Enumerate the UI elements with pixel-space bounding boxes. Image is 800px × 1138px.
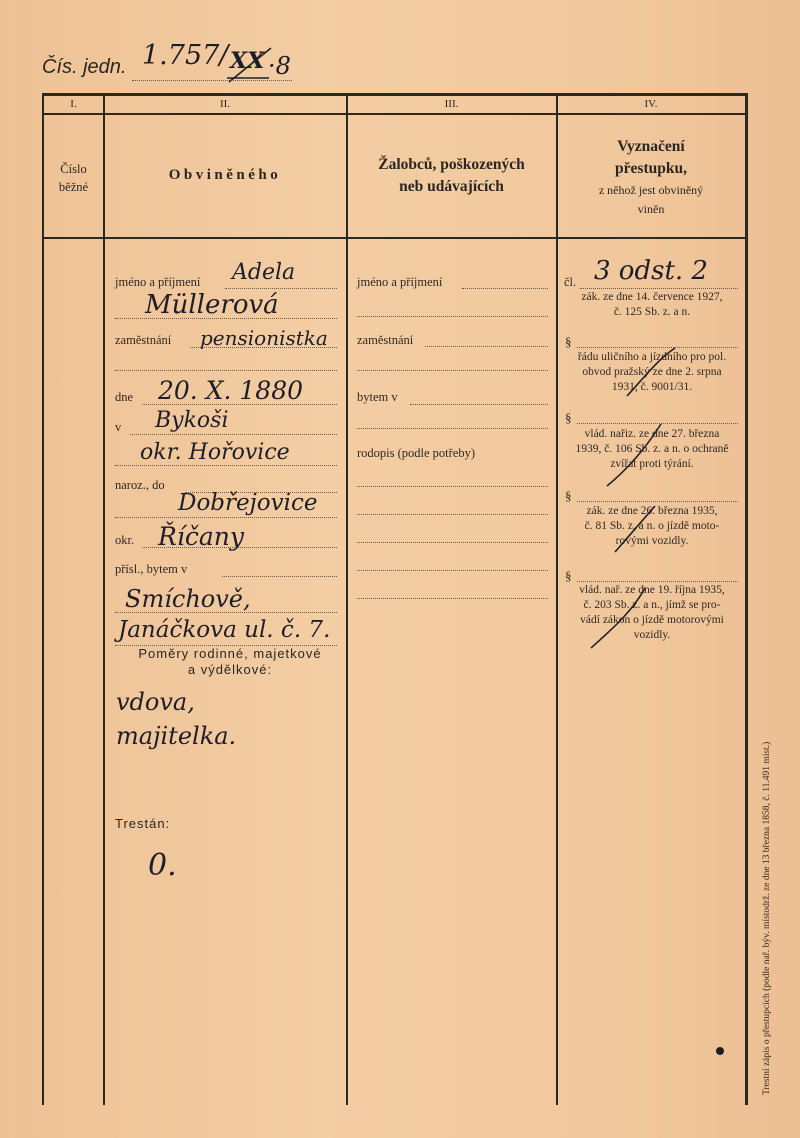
offence-clause1-dots xyxy=(580,288,738,289)
accused-circumstances-2: majitelka. xyxy=(116,722,237,750)
ink-dot xyxy=(716,1047,724,1055)
accused-district-birth-dots xyxy=(115,465,337,466)
header-divider xyxy=(42,237,748,239)
form-footnote: Trestní zápis o přestupcích (podle nař. býv. místodrž. ze dne 13 března 1858, č. 11.491 míst.) xyxy=(762,741,772,1095)
accused-punished: 0. xyxy=(148,848,177,883)
plaintiff-occupation-dots xyxy=(425,346,548,347)
col3-header: Žalobců, poškozených neb udávajících xyxy=(378,156,525,195)
accused-occupation-label: zaměstnání xyxy=(115,333,172,347)
accused-domicile-label: naroz., do xyxy=(115,478,165,492)
accused-birth-date: 20. X. 1880 xyxy=(158,376,304,405)
plaintiff-name-dots xyxy=(462,288,548,289)
offence-clause5-text: vlád. nař. ze dne 19. října 1935, č. 203 Sb. z. a n., jímž se pro- vádí zákon o jízdě motorovými vozidly. xyxy=(579,584,725,641)
accused-first-name: Adela xyxy=(232,260,296,285)
plaintiff-blank-dots-6 xyxy=(357,570,548,571)
accused-resident-label: přísl., bytem v xyxy=(115,562,188,576)
col-number-4: IV. xyxy=(644,98,658,110)
accused-place-dots xyxy=(130,434,337,435)
roman-row-divider xyxy=(42,113,748,115)
col2-header: Obviněného xyxy=(168,167,282,183)
ref-suffix: ·8 xyxy=(268,52,291,80)
ref-struck-part: XX xyxy=(230,48,265,74)
col-number-3: III. xyxy=(444,98,459,110)
accused-occupation: pensionistka xyxy=(200,326,328,350)
plaintiff-biography-label: rodopis (podle potřeby) xyxy=(357,446,476,460)
accused-district: Říčany xyxy=(158,522,244,551)
col-divider-2 xyxy=(346,93,348,1105)
accused-circumstances-1: vdova, xyxy=(116,688,195,716)
plaintiff-name-dots-2 xyxy=(357,316,548,317)
accused-name-dots xyxy=(225,288,337,289)
ref-dotted-line xyxy=(132,80,292,81)
offence-clause3-text: vlád. nařiz. ze dne 27. března 1939, č. 106 Sb. z. a n. o ochraně zvířat proti týrání. xyxy=(575,428,729,470)
plaintiff-resident-label: bytem v xyxy=(357,390,398,404)
plaintiff-blank-dots-7 xyxy=(357,598,548,599)
offence-strike-marks xyxy=(557,320,745,660)
accused-resident-city: Smíchově, xyxy=(125,585,251,613)
accused-name-label: jméno a příjmení xyxy=(115,275,201,289)
table-left-border xyxy=(42,93,44,1105)
offence-clause4-text: zák. ze dne 26. března 1935, č. 81 Sb. z. a n. o jízdě moto- rovými vozidly. xyxy=(584,505,720,547)
plaintiff-blank-dots-3 xyxy=(357,486,548,487)
plaintiff-name-label: jméno a příjmení xyxy=(357,275,443,289)
accused-birth-place: Bykoši xyxy=(155,408,229,433)
col-number-1: I. xyxy=(70,98,77,110)
col1-header: Číslo běžné xyxy=(58,162,89,194)
offence-clause1-value: 3 odst. 2 xyxy=(594,256,708,286)
offence-clause2-text: řádu uličního a jízdního pro pol. obvod pražský ze dne 2. srpna 1931, č. 9001/31. xyxy=(577,351,727,393)
table-top-border xyxy=(42,93,748,96)
accused-surname: Müllerová xyxy=(145,290,279,320)
accused-place-label: v xyxy=(115,420,122,434)
accused-domicile: Dobřejovice xyxy=(178,490,318,516)
accused-blank-dots-1 xyxy=(115,370,337,371)
col-number-2: II. xyxy=(219,98,231,110)
accused-district-birth: okr. Hořovice xyxy=(140,440,290,465)
accused-circumstances-label: Poměry rodinné, majetkové a výdělkové: xyxy=(138,646,322,677)
plaintiff-blank-dots-2 xyxy=(357,428,548,429)
plaintiff-occupation-label: zaměstnání xyxy=(357,333,414,347)
table-right-border xyxy=(745,93,748,1105)
plaintiff-blank-dots-1 xyxy=(357,370,548,371)
accused-resident-label-dots xyxy=(222,576,337,577)
ref-number: 1.757/ xyxy=(142,40,229,71)
plaintiff-blank-dots-5 xyxy=(357,542,548,543)
accused-punished-label: Trestán: xyxy=(115,816,171,831)
plaintiff-blank-dots-4 xyxy=(357,514,548,515)
offence-clause2-sign: § xyxy=(565,334,572,349)
ref-label: Čís. jedn. xyxy=(42,56,127,78)
accused-domicile-dots xyxy=(115,517,337,518)
plaintiff-resident-dots xyxy=(410,404,548,405)
offence-clause1-text: zák. ze dne 14. července 1927, č. 125 Sb. z. a n. xyxy=(581,291,723,318)
offence-clause3-sign: § xyxy=(565,410,572,425)
offence-clause1-prefix: čl. xyxy=(564,275,577,289)
accused-date-label: dne xyxy=(115,390,134,404)
col-divider-1 xyxy=(103,93,105,1105)
accused-district-label: okr. xyxy=(115,533,135,547)
offence-clause5-sign: § xyxy=(565,568,572,583)
col4-header: Vyznačení přestupku, z něhož jest obviněný viněn xyxy=(598,138,704,216)
offence-clause4-sign: § xyxy=(565,488,572,503)
accused-resident-street: Janáčkova ul. č. 7. xyxy=(118,617,331,643)
